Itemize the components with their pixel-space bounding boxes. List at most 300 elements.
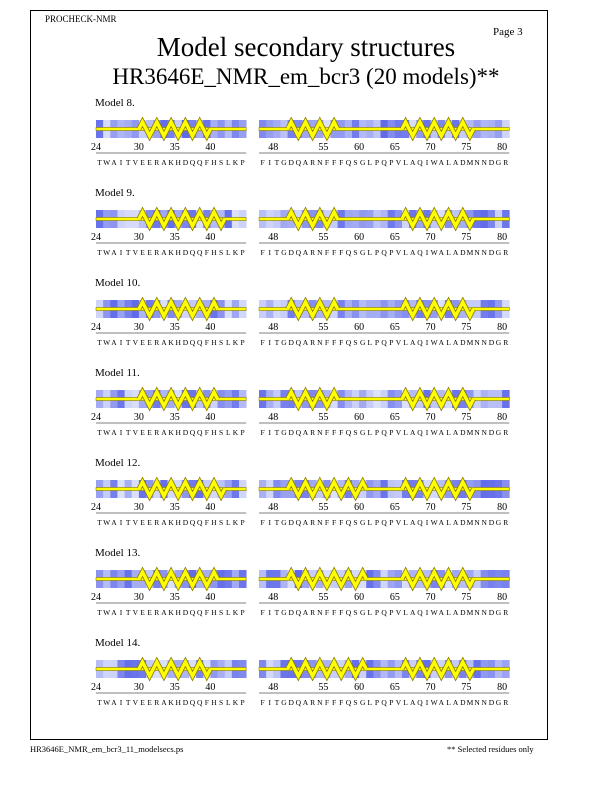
residue-letter: T	[125, 608, 131, 617]
residue-letter: M	[466, 248, 474, 257]
residue-letter: L	[446, 248, 451, 257]
residue-tick-label: 30	[133, 142, 144, 153]
residue-letter: A	[111, 698, 117, 707]
footer-filename: HR3646E_NMR_em_bcr3_11_modelsecs.ps	[30, 744, 184, 754]
residue-tick-label: 75	[461, 502, 472, 513]
residue-letter: L	[367, 338, 373, 347]
residue-letter: F	[260, 518, 265, 527]
residue-letter: P	[240, 158, 245, 167]
residue-letter: G	[281, 698, 287, 707]
residue-letter: K	[232, 428, 239, 437]
segment-track	[259, 120, 510, 167]
residue-letter: H	[175, 158, 181, 167]
residue-letter: V	[395, 158, 402, 167]
residue-letter: T	[125, 518, 131, 527]
model-panel	[91, 277, 510, 347]
residue-letter: A	[452, 698, 459, 707]
residue-letter: G	[359, 338, 366, 347]
residue-letter: I	[268, 608, 271, 617]
residue-letter: F	[204, 158, 209, 167]
residue-letter: L	[226, 428, 231, 437]
residue-letter: N	[317, 518, 323, 527]
residue-letter: G	[281, 338, 287, 347]
residue-tick-label: 65	[389, 142, 400, 153]
residue-letter: N	[474, 158, 480, 167]
residue-tick-label: 80	[497, 682, 508, 693]
residue-letter: F	[339, 698, 344, 707]
residue-letter: I	[119, 248, 123, 257]
segment-track	[259, 390, 510, 437]
residue-letter: W	[430, 248, 438, 257]
residue-letter: R	[503, 428, 509, 437]
residue-letter: E	[147, 428, 152, 437]
residue-letter: F	[332, 338, 337, 347]
residue-letter: T	[274, 158, 280, 167]
residue-letter: F	[260, 608, 265, 617]
residue-letter: T	[97, 428, 102, 437]
residue-tick-label: 75	[461, 142, 472, 153]
segment-track	[91, 480, 247, 527]
residue-tick-label: 30	[133, 682, 144, 693]
residue-letter: G	[359, 518, 366, 527]
residue-letter: H	[211, 518, 217, 527]
residue-letter: R	[154, 248, 160, 257]
residue-letter: S	[353, 158, 358, 167]
residue-letter: Q	[417, 698, 423, 707]
residue-letter: H	[175, 608, 181, 617]
segment-track	[91, 390, 247, 437]
residue-tick-label: 24	[91, 322, 101, 333]
residue-tick-label: 30	[133, 232, 144, 243]
residue-letter: Q	[196, 428, 203, 437]
residue-letter: I	[425, 698, 429, 707]
residue-letter: G	[359, 428, 366, 437]
residue-letter: W	[103, 518, 111, 527]
segment-track	[259, 480, 510, 527]
residue-letter: D	[182, 158, 189, 167]
residue-letter: T	[97, 248, 102, 257]
residue-letter: P	[389, 518, 394, 527]
residue-tick-label: 24	[91, 682, 101, 693]
residue-letter: T	[97, 698, 102, 707]
residue-letter: F	[332, 158, 337, 167]
residue-letter: D	[460, 338, 466, 347]
residue-letter: Q	[295, 158, 302, 167]
residue-letter: A	[161, 518, 167, 527]
residue-letter: F	[324, 338, 329, 347]
page-subtitle: HR3646E_NMR_em_bcr3 (20 models)**	[112, 64, 500, 89]
residue-letter: A	[452, 338, 459, 347]
residue-tick-label: 35	[169, 502, 180, 513]
coil-line	[96, 398, 246, 401]
page-number: Page 3	[493, 26, 523, 38]
residue-letter: Q	[189, 698, 196, 707]
residue-letter: P	[240, 608, 245, 617]
residue-tick-label: 75	[461, 682, 472, 693]
residue-letter: A	[438, 608, 445, 617]
residue-letter: A	[161, 428, 167, 437]
residue-letter: A	[409, 608, 416, 617]
residue-letter: A	[161, 608, 167, 617]
residue-letter: A	[161, 248, 167, 257]
residue-letter: T	[97, 608, 102, 617]
residue-letter: A	[438, 338, 445, 347]
model-label: Model 12.	[95, 457, 141, 469]
residue-letter: K	[232, 698, 239, 707]
residue-letter: S	[219, 428, 224, 437]
residue-letter: S	[353, 518, 358, 527]
residue-letter: A	[409, 158, 416, 167]
residue-letter: L	[367, 518, 373, 527]
segment-track	[91, 570, 247, 617]
model-label: Model 13.	[95, 547, 141, 559]
residue-letter: R	[154, 338, 160, 347]
residue-letter: D	[182, 698, 189, 707]
residue-tick-label: 55	[318, 232, 329, 243]
residue-letter: A	[409, 338, 416, 347]
residue-tick-label: 48	[268, 412, 279, 423]
residue-letter: A	[302, 608, 309, 617]
residue-letter: D	[488, 608, 495, 617]
residue-letter: T	[274, 338, 280, 347]
residue-letter: D	[288, 248, 294, 257]
residue-tick-label: 35	[169, 142, 180, 153]
residue-tick-label: 70	[425, 592, 436, 603]
residue-letter: N	[481, 338, 487, 347]
residue-letter: Q	[417, 608, 423, 617]
residue-letter: S	[353, 338, 358, 347]
residue-letter: A	[302, 428, 309, 437]
residue-letter: K	[232, 338, 239, 347]
residue-letter: F	[332, 608, 337, 617]
residue-letter: V	[132, 158, 139, 167]
residue-tick-label: 24	[91, 412, 101, 423]
residue-letter: H	[211, 428, 217, 437]
residue-letter: F	[332, 428, 337, 437]
residue-letter: D	[288, 428, 294, 437]
residue-letter: L	[226, 698, 231, 707]
residue-letter: P	[389, 698, 394, 707]
coil-line	[96, 128, 246, 131]
residue-tick-label: 40	[205, 412, 216, 423]
residue-letter: Q	[295, 428, 302, 437]
residue-letter: Q	[295, 338, 302, 347]
residue-letter: I	[425, 518, 429, 527]
residue-letter: P	[389, 608, 394, 617]
residue-tick-label: 40	[205, 142, 216, 153]
residue-tick-label: 30	[133, 592, 144, 603]
residue-tick-label: 65	[389, 412, 400, 423]
residue-letter: H	[175, 518, 181, 527]
residue-tick-label: 24	[91, 232, 101, 243]
residue-letter: F	[332, 698, 337, 707]
residue-letter: Q	[189, 158, 196, 167]
residue-letter: A	[438, 698, 445, 707]
residue-letter: G	[281, 158, 287, 167]
residue-letter: T	[125, 428, 131, 437]
residue-letter: Q	[345, 428, 352, 437]
residue-letter: D	[182, 428, 189, 437]
residue-letter: R	[503, 518, 509, 527]
residue-letter: N	[481, 248, 487, 257]
residue-letter: V	[395, 518, 402, 527]
residue-letter: V	[395, 698, 402, 707]
segment-track	[91, 120, 247, 167]
residue-letter: S	[219, 158, 224, 167]
residue-letter: I	[425, 248, 429, 257]
residue-letter: Q	[381, 158, 387, 167]
residue-letter: F	[339, 608, 344, 617]
residue-letter: I	[119, 428, 123, 437]
residue-letter: F	[204, 518, 209, 527]
residue-letter: L	[403, 248, 408, 257]
residue-letter: V	[132, 248, 139, 257]
residue-letter: T	[274, 248, 280, 257]
residue-letter: R	[310, 518, 316, 527]
residue-letter: P	[240, 428, 245, 437]
residue-letter: D	[460, 608, 466, 617]
residue-letter: Q	[196, 338, 203, 347]
residue-tick-label: 60	[354, 142, 365, 153]
residue-letter: E	[147, 158, 152, 167]
residue-letter: A	[452, 158, 459, 167]
residue-letter: L	[403, 698, 408, 707]
residue-letter: N	[317, 158, 323, 167]
residue-tick-label: 35	[169, 232, 180, 243]
residue-letter: N	[474, 698, 480, 707]
residue-letter: A	[452, 608, 459, 617]
residue-letter: M	[466, 608, 474, 617]
residue-letter: E	[140, 608, 145, 617]
residue-letter: P	[240, 518, 245, 527]
residue-tick-label: 60	[354, 682, 365, 693]
residue-letter: L	[226, 158, 231, 167]
residue-letter: T	[125, 248, 131, 257]
residue-letter: G	[495, 158, 502, 167]
footer-note: ** Selected residues only	[447, 744, 534, 754]
residue-letter: I	[268, 338, 271, 347]
residue-letter: I	[119, 158, 123, 167]
residue-tick-label: 30	[133, 322, 144, 333]
residue-tick-label: 35	[169, 322, 180, 333]
residue-letter: R	[503, 338, 509, 347]
residue-letter: A	[111, 248, 117, 257]
residue-tick-label: 48	[268, 142, 279, 153]
residue-letter: H	[211, 608, 217, 617]
segment-track	[259, 300, 510, 347]
residue-letter: D	[488, 248, 495, 257]
residue-letter: D	[182, 248, 189, 257]
residue-tick-label: 24	[91, 502, 101, 513]
residue-letter: A	[452, 248, 459, 257]
residue-letter: I	[268, 518, 271, 527]
residue-letter: L	[403, 338, 408, 347]
residue-letter: L	[403, 428, 408, 437]
residue-tick-label: 48	[268, 232, 279, 243]
residue-letter: D	[288, 158, 294, 167]
residue-letter: T	[97, 158, 102, 167]
residue-letter: P	[374, 428, 380, 437]
residue-tick-label: 55	[318, 322, 329, 333]
residue-letter: W	[430, 518, 438, 527]
residue-letter: S	[353, 698, 358, 707]
residue-letter: W	[430, 608, 438, 617]
residue-letter: V	[132, 608, 139, 617]
residue-tick-label: 55	[318, 142, 329, 153]
residue-letter: T	[125, 338, 131, 347]
residue-tick-label: 65	[389, 682, 400, 693]
residue-tick-label: 48	[268, 322, 279, 333]
residue-letter: R	[310, 428, 316, 437]
residue-letter: F	[204, 248, 209, 257]
residue-letter: R	[310, 608, 316, 617]
residue-letter: K	[168, 428, 174, 437]
residue-letter: Q	[417, 158, 423, 167]
residue-tick-label: 70	[425, 682, 436, 693]
residue-letter: M	[466, 428, 474, 437]
residue-letter: T	[274, 428, 280, 437]
residue-tick-label: 48	[268, 502, 279, 513]
residue-letter: Q	[295, 698, 302, 707]
residue-letter: E	[147, 248, 152, 257]
residue-letter: D	[488, 338, 495, 347]
residue-tick-label: 30	[133, 502, 144, 513]
residue-letter: I	[268, 428, 271, 437]
residue-tick-label: 48	[268, 592, 279, 603]
residue-letter: G	[281, 248, 287, 257]
residue-letter: E	[147, 608, 152, 617]
residue-letter: A	[111, 518, 117, 527]
residue-letter: I	[119, 338, 123, 347]
residue-letter: I	[425, 608, 429, 617]
residue-letter: A	[302, 158, 309, 167]
residue-letter: F	[339, 428, 344, 437]
segment-track	[259, 660, 510, 707]
residue-letter: D	[460, 158, 466, 167]
residue-letter: L	[446, 608, 451, 617]
residue-letter: D	[460, 518, 466, 527]
residue-letter: S	[219, 608, 224, 617]
residue-letter: G	[359, 698, 366, 707]
residue-letter: H	[175, 428, 181, 437]
residue-letter: R	[154, 518, 160, 527]
residue-letter: A	[409, 698, 416, 707]
residue-letter: Q	[381, 248, 387, 257]
residue-letter: D	[488, 158, 495, 167]
residue-tick-label: 70	[425, 322, 436, 333]
residue-letter: E	[147, 338, 152, 347]
residue-letter: P	[374, 338, 380, 347]
residue-letter: H	[211, 248, 217, 257]
residue-letter: P	[389, 248, 394, 257]
residue-letter: T	[274, 518, 280, 527]
residue-letter: I	[268, 698, 271, 707]
residue-letter: Q	[189, 248, 196, 257]
residue-letter: L	[446, 698, 451, 707]
residue-tick-label: 40	[205, 502, 216, 513]
residue-letter: S	[353, 248, 358, 257]
residue-letter: N	[317, 338, 323, 347]
residue-tick-label: 75	[461, 322, 472, 333]
coil-line	[96, 668, 246, 671]
residue-letter: P	[389, 428, 394, 437]
residue-letter: N	[474, 608, 480, 617]
residue-letter: G	[281, 518, 287, 527]
residue-letter: F	[332, 518, 337, 527]
residue-letter: E	[140, 428, 145, 437]
model-panel	[91, 367, 510, 437]
residue-letter: F	[204, 698, 209, 707]
residue-tick-label: 65	[389, 322, 400, 333]
residue-letter: A	[161, 158, 167, 167]
residue-letter: N	[481, 518, 487, 527]
residue-letter: W	[103, 248, 111, 257]
residue-letter: I	[425, 338, 429, 347]
residue-letter: W	[103, 698, 111, 707]
residue-letter: G	[495, 338, 502, 347]
residue-letter: R	[503, 608, 509, 617]
residue-letter: R	[154, 698, 160, 707]
residue-letter: N	[481, 698, 487, 707]
coil-line	[96, 578, 246, 581]
residue-letter: M	[466, 518, 474, 527]
residue-letter: D	[182, 608, 189, 617]
residue-letter: V	[395, 428, 402, 437]
coil-line	[96, 308, 246, 311]
residue-letter: F	[260, 428, 265, 437]
residue-letter: M	[466, 158, 474, 167]
residue-letter: H	[175, 248, 181, 257]
residue-letter: S	[219, 338, 224, 347]
residue-letter: D	[182, 338, 189, 347]
residue-letter: V	[132, 698, 139, 707]
residue-letter: K	[168, 698, 174, 707]
residue-letter: K	[232, 518, 239, 527]
residue-letter: R	[310, 698, 316, 707]
residue-letter: V	[132, 518, 139, 527]
residue-tick-label: 35	[169, 412, 180, 423]
residue-letter: Q	[295, 608, 302, 617]
residue-letter: Q	[381, 338, 387, 347]
residue-letter: Q	[381, 518, 387, 527]
residue-letter: Q	[196, 608, 203, 617]
residue-tick-label: 80	[497, 322, 508, 333]
residue-letter: P	[240, 698, 245, 707]
residue-letter: P	[374, 698, 380, 707]
model-panel	[91, 187, 510, 257]
residue-letter: F	[339, 518, 344, 527]
residue-letter: V	[132, 338, 139, 347]
residue-tick-label: 80	[497, 592, 508, 603]
residue-letter: Q	[196, 248, 203, 257]
residue-letter: A	[438, 158, 445, 167]
residue-letter: L	[367, 608, 373, 617]
residue-letter: Q	[417, 338, 423, 347]
residue-letter: R	[310, 338, 316, 347]
residue-letter: K	[168, 518, 174, 527]
residue-letter: L	[226, 248, 231, 257]
residue-tick-label: 35	[169, 592, 180, 603]
residue-tick-label: 75	[461, 592, 472, 603]
residue-letter: I	[425, 428, 429, 437]
residue-letter: E	[140, 248, 145, 257]
residue-letter: E	[140, 518, 145, 527]
residue-tick-label: 65	[389, 232, 400, 243]
residue-letter: E	[140, 158, 145, 167]
residue-letter: D	[488, 428, 495, 437]
residue-tick-label: 55	[318, 592, 329, 603]
residue-tick-label: 65	[389, 502, 400, 513]
